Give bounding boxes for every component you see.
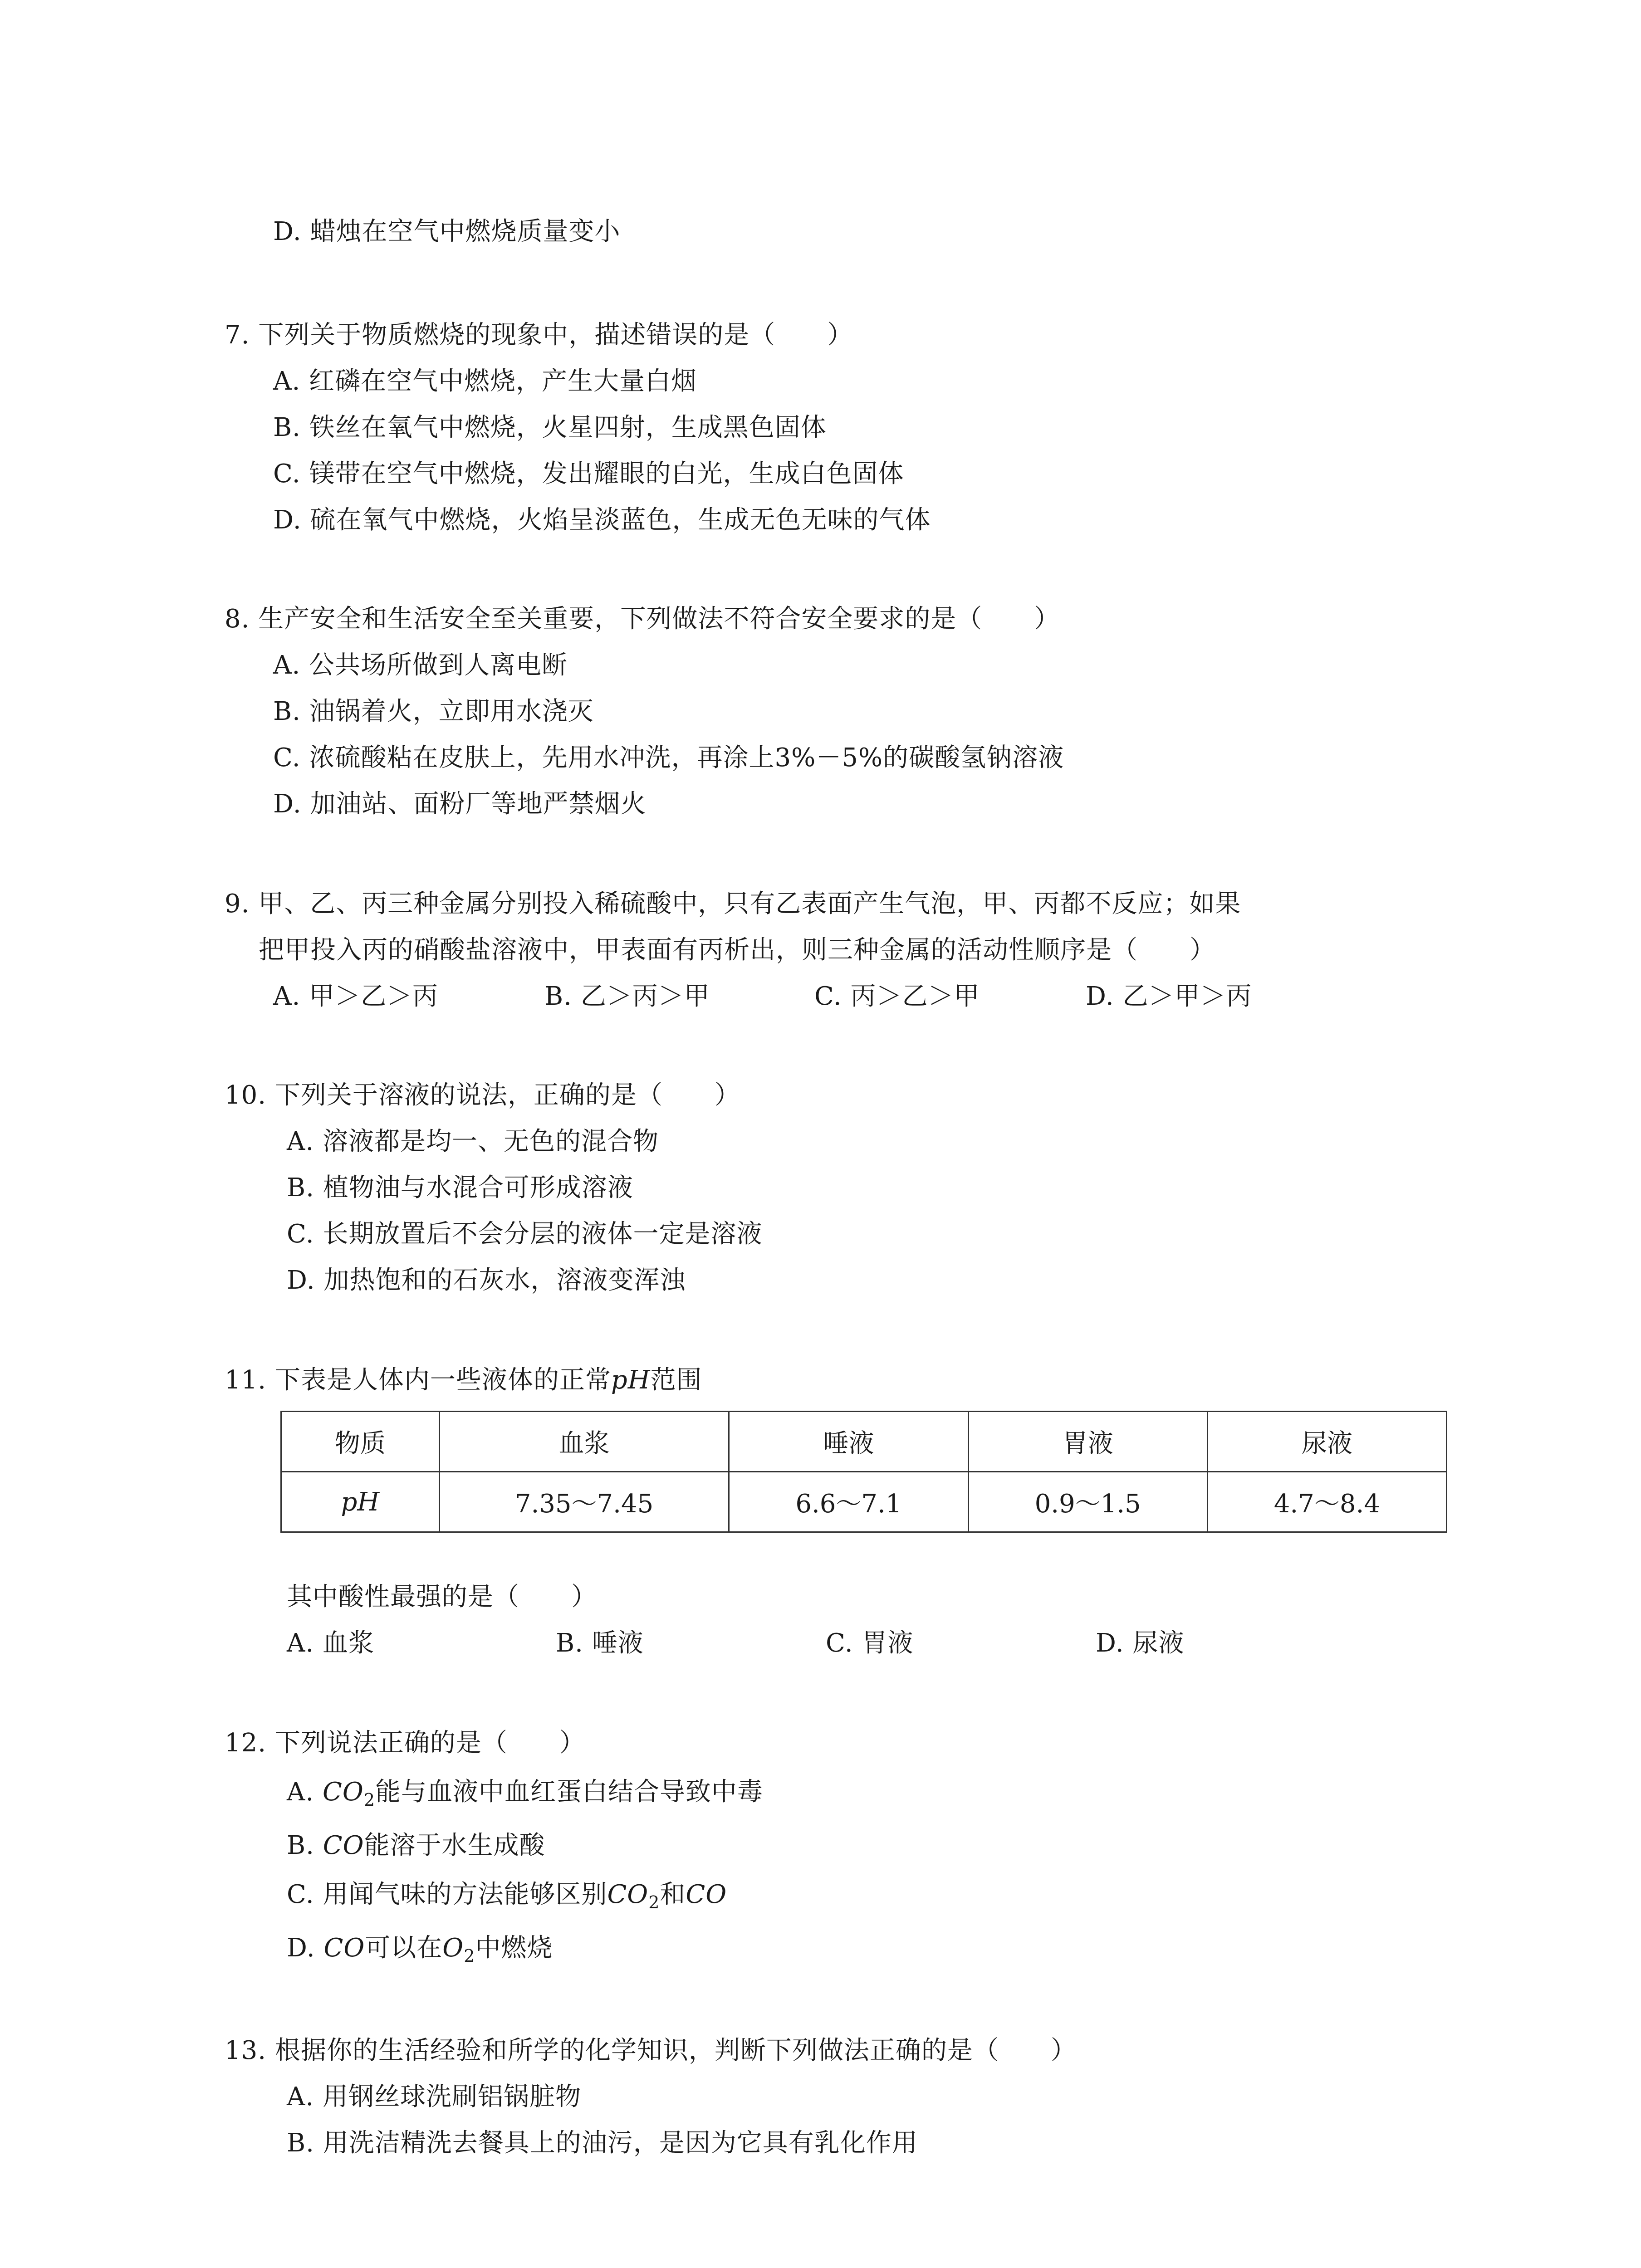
q13-stem: 13. 根据你的生活经验和所学的化学知识，判断下列做法正确的是（ ） <box>225 2036 1077 2065</box>
q12-option-b-prefix: B. <box>287 1831 323 1860</box>
q12-option-c-text: C. 用闻气味的方法能够区别 <box>287 1880 607 1909</box>
q11-option-b: B. 唾液 <box>556 1628 644 1658</box>
q8-stem: 8. 生产安全和生活安全至关重要，下列做法不符合安全要求的是（ ） <box>225 604 1060 634</box>
ph-table-header: 尿液 <box>1207 1412 1446 1472</box>
q11-stem-pre: 11. 下表是人体内一些液体的正常 <box>225 1365 611 1395</box>
q8-option-a: A. 公共场所做到人离电断 <box>273 650 568 680</box>
q11-option-a: A. 血浆 <box>287 1628 375 1658</box>
q12-option-c-and: 和 <box>660 1880 686 1909</box>
q12-option-a-text: 能与血液中血红蛋白结合导致中毒 <box>375 1777 763 1807</box>
q12-option-c-sub1: 2 <box>648 1892 660 1912</box>
q12-option-a-chem: CO <box>323 1777 364 1807</box>
q12-option-a-prefix: A. <box>287 1777 323 1807</box>
q12-stem: 12. 下列说法正确的是（ ） <box>225 1728 585 1758</box>
ph-table-cell: 7.35～7.45 <box>439 1472 729 1532</box>
q12-option-d <box>287 1932 553 1964</box>
ph-table-cell: 0.9～1.5 <box>968 1472 1207 1532</box>
q9-stem-line2: 把甲投入丙的硝酸盐溶液中，甲表面有丙析出，则三种金属的活动性顺序是（ ） <box>259 935 1215 965</box>
ph-table-header: 物质 <box>281 1412 440 1472</box>
q7-option-a: A. 红磷在空气中燃烧，产生大量白烟 <box>273 367 697 396</box>
ph-table-header: 血浆 <box>439 1412 729 1472</box>
q10-option-b: B. 植物油与水混合可形成溶液 <box>287 1173 633 1202</box>
q9-stem-line1: 9. 甲、乙、丙三种金属分别投入稀硫酸中，只有乙表面产生气泡，甲、丙都不反应；如果 <box>225 889 1241 919</box>
q12-option-d-text2: 中燃烧 <box>475 1933 553 1963</box>
q11-stem <box>225 1364 702 1396</box>
q12-option-d-text1: 可以在 <box>365 1933 443 1963</box>
q10-option-c: C. 长期放置后不会分层的液体一定是溶液 <box>287 1219 763 1249</box>
q12-option-b-text: 能溶于水生成酸 <box>364 1831 545 1860</box>
q7-stem: 7. 下列关于物质燃烧的现象中，描述错误的是（ ） <box>225 320 853 350</box>
q7-option-d: D. 硫在氧气中燃烧，火焰呈淡蓝色，生成无色无味的气体 <box>273 505 931 535</box>
q13-option-b: B. 用洗洁精洗去餐具上的油污，是因为它具有乳化作用 <box>287 2128 918 2158</box>
q8-option-d: D. 加油站、面粉厂等地严禁烟火 <box>273 789 647 819</box>
q12-option-d-chem1: CO <box>323 1933 365 1963</box>
q11-question: 其中酸性最强的是（ ） <box>287 1582 597 1612</box>
q7-option-c: C. 镁带在空气中燃烧，发出耀眼的白光，生成白色固体 <box>273 459 904 489</box>
q8-option-b: B. 油锅着火，立即用水浇灭 <box>273 697 594 726</box>
q7-option-b: B. 铁丝在氧气中燃烧，火星四射，生成黑色固体 <box>273 413 827 442</box>
q10-stem: 10. 下列关于溶液的说法，正确的是（ ） <box>225 1080 740 1110</box>
q12-option-c-chem1: CO <box>607 1880 649 1909</box>
ph-table-value-row <box>281 1472 1447 1532</box>
ph-table-cell: 6.6～7.1 <box>729 1472 968 1532</box>
q9-option-c: C. 丙＞乙＞甲 <box>814 982 980 1011</box>
q6-option-d: D. 蜡烛在空气中燃烧质量变小 <box>273 217 621 246</box>
q9-option-b: B. 乙＞丙＞甲 <box>544 982 710 1011</box>
q12-option-b-chem: CO <box>323 1831 364 1860</box>
ph-table-row-label: pH <box>281 1472 440 1532</box>
q12-option-c-chem2: CO <box>686 1880 727 1909</box>
q10-option-d: D. 加热饱和的石灰水，溶液变浑浊 <box>287 1266 686 1295</box>
q12-option-d-chem2: O <box>442 1933 464 1963</box>
q11-option-c: C. 胃液 <box>826 1628 914 1658</box>
q8-option-c: C. 浓硫酸粘在皮肤上，先用水冲洗，再涂上3%－5%的碳酸氢钠溶液 <box>273 743 1064 772</box>
q12-option-a <box>287 1776 763 1808</box>
q9-option-a: A. 甲＞乙＞丙 <box>273 982 439 1011</box>
q9-option-d: D. 乙＞甲＞丙 <box>1086 982 1252 1011</box>
ph-table-header: 胃液 <box>968 1412 1207 1472</box>
q11-stem-ph: pH <box>611 1365 651 1395</box>
q12-option-d-sub2: 2 <box>464 1946 475 1966</box>
q11-option-d: D. 尿液 <box>1096 1628 1185 1658</box>
q12-option-d-prefix: D. <box>287 1933 324 1963</box>
ph-table-cell: 4.7～8.4 <box>1207 1472 1446 1532</box>
q12-option-c <box>287 1879 727 1911</box>
q11-stem-post: 范围 <box>650 1365 702 1395</box>
q10-option-a: A. 溶液都是均一、无色的混合物 <box>287 1127 659 1156</box>
ph-table-header: 唾液 <box>729 1412 968 1472</box>
ph-table-header-row <box>281 1412 1447 1472</box>
q13-option-a: A. 用钢丝球洗刷铝锅脏物 <box>287 2082 582 2112</box>
ph-table <box>280 1411 1447 1533</box>
q12-option-b <box>287 1830 545 1862</box>
q12-option-a-sub: 2 <box>363 1790 375 1810</box>
